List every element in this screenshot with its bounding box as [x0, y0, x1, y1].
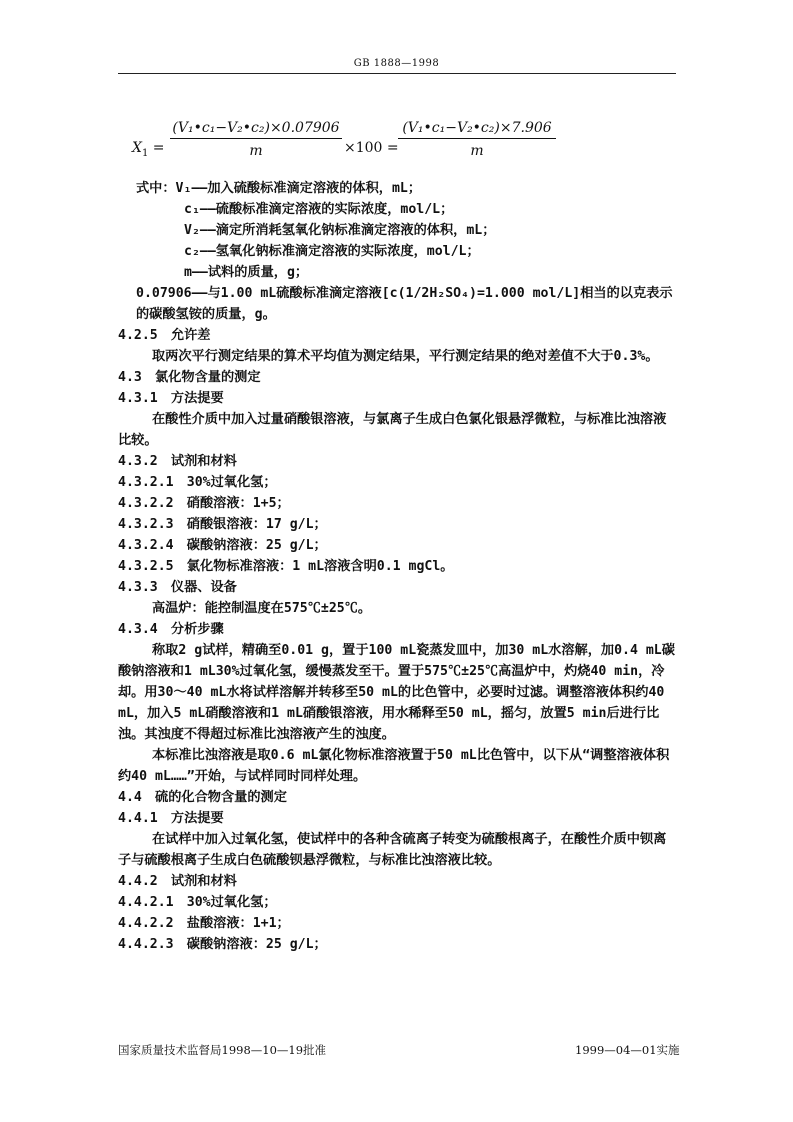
- section-heading: 4.3.4 分析步骤: [118, 622, 224, 637]
- paragraph: 在试样中加入过氧化氢，使试样中的各种含硫离子转变为硫酸根离子，在酸性介质中钡离子与硫酸根离子生成白色硫酸钡悬浮微粒，与标准比浊溶液比较。: [118, 832, 667, 868]
- formula-times-100: ×100 =: [344, 140, 399, 156]
- variable-definition: V₂——滴定所消耗氢氧化钠标准滴定溶液的体积，mL；: [184, 223, 496, 238]
- list-item: 4.4.2.3 碳酸钠溶液：25 g/L；: [118, 937, 327, 952]
- section-heading: 4.3.3 仪器、设备: [118, 580, 237, 595]
- variable-definition: c₁——硫酸标准滴定溶液的实际浓度，mol/L；: [184, 202, 454, 217]
- paragraph: 高温炉：能控制温度在575℃±25℃。: [152, 601, 372, 616]
- body-text: [118, 178, 678, 955]
- list-item: 4.4.2.2 盐酸溶液：1+1；: [118, 916, 290, 931]
- formula-denominator-1: m: [170, 138, 342, 159]
- variable-definition: c₂——氢氧化钠标准滴定溶液的实际浓度，mol/L；: [184, 244, 480, 259]
- section-heading: 4.2.5 允许差: [118, 328, 211, 343]
- implementation-note: 1999—04—01实施: [575, 1043, 680, 1057]
- approval-note: 国家质量技术监督局1998—10—19批准: [118, 1043, 327, 1057]
- paragraph: 在酸性介质中加入过量硝酸银溶液，与氯离子生成白色氯化银悬浮微粒，与标准比浊溶液比较。: [118, 412, 667, 448]
- list-item: 4.3.2.4 碳酸钠溶液：25 g/L；: [118, 538, 327, 553]
- list-item: 4.3.2.2 硝酸溶液：1+5；: [118, 496, 290, 511]
- formula-fraction-2: [398, 120, 556, 159]
- formula-lhs: $X_1$ =: [132, 140, 165, 159]
- paragraph: 本标准比浊溶液是取0.6 mL氯化物标准溶液置于50 mL比色管中，以下从“调整溶液体积约40 mL……”开始，与试样同时同样处理。: [118, 748, 670, 784]
- list-item: 4.4.2.1 30%过氧化氢；: [118, 895, 277, 910]
- formula-numerator-1: (V₁•c₁−V₂•c₂)×0.07906: [172, 120, 340, 136]
- standard-code: GB 1888—1998: [353, 58, 440, 69]
- paragraph: 取两次平行测定结果的算术平均值为测定结果，平行测定结果的绝对差值不大于0.3%。: [152, 349, 659, 364]
- variable-definition: m——试料的质量，g；: [184, 265, 309, 280]
- list-item: 4.3.2.1 30%过氧化氢；: [118, 475, 277, 490]
- section-heading: 4.3.1 方法提要: [118, 391, 224, 406]
- variable-definition: 式中：V₁——加入硫酸标准滴定溶液的体积，mL；: [136, 181, 422, 196]
- header-rule: [118, 73, 676, 74]
- section-heading: 4.4 硫的化合物含量的测定: [118, 790, 287, 805]
- section-heading: 4.4.2 试剂和材料: [118, 874, 237, 889]
- list-item: 4.3.2.5 氯化物标准溶液：1 mL溶液含明0.1 mgCl。: [118, 559, 454, 574]
- formula-denominator-2: m: [398, 138, 556, 159]
- constant-definition: 0.07906——与1.00 mL硫酸标准滴定溶液[c(1/2H₂SO₄)=1.000 mol/L]相当的以克表示的碳酸氢铵的质量，g。: [136, 286, 673, 322]
- section-heading: 4.3 氯化物含量的测定: [118, 370, 261, 385]
- section-heading: 4.3.2 试剂和材料: [118, 454, 237, 469]
- formula-numerator-2: (V₁•c₁−V₂•c₂)×7.906: [402, 120, 552, 136]
- section-heading: 4.4.1 方法提要: [118, 811, 224, 826]
- paragraph: 称取2 g试样，精确至0.01 g，置于100 mL瓷蒸发皿中，加30 mL水溶解，加0.4 mL碳酸钠溶液和1 mL30%过氧化氢，缓慢蒸发至干。置于575℃±25℃高温炉中，灼烧40 min，冷却。用30～40 mL水将试样溶解并转移至50 mL的比色管中，必要时过滤。调整溶液体积约40 mL，加入5 mL硝酸溶液和1 mL硝酸银溶液，用水稀释至50 mL，摇匀，放置5 min后进行比浊。其浊度不得超过标准比浊溶液产生的浊度。: [118, 643, 675, 742]
- list-item: 4.3.2.3 硝酸银溶液：17 g/L；: [118, 517, 327, 532]
- formula-fraction-1: [170, 120, 342, 159]
